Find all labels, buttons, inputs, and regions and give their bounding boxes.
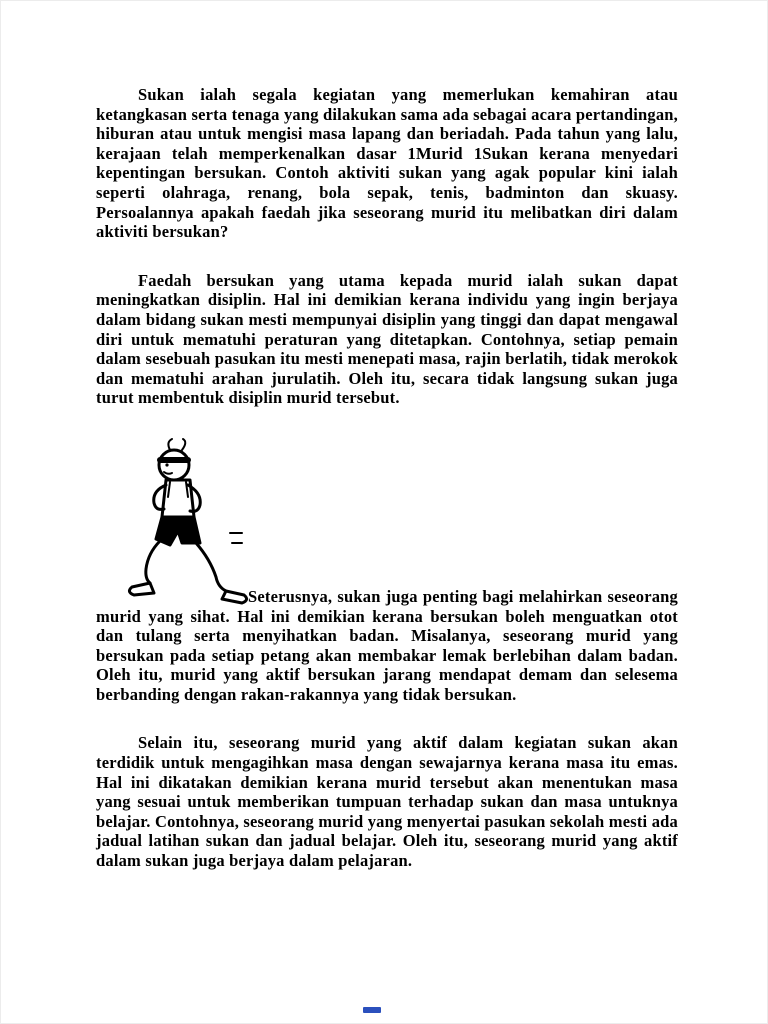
paragraph-time-management: Selain itu, seseorang murid yang aktif dalam kegiatan sukan akan terdidik untuk mengagihkan masa dengan sewajarnya kerana masa itu emas. Hal ini dikatakan demikian kerana murid tersebut akan menentukan masa yang sesuai untuk memberikan tumpuan terhadap sukan dan masa untuknya belajar. Contohnya, seseorang murid yang menyertai pasukan sekolah mesti ada jadual latihan sukan dan jadual belajar. Oleh itu, seseorang murid yang aktif dalam sukan juga berjaya dalam pelajaran. (96, 733, 678, 871)
footer-mark (363, 1007, 381, 1013)
paragraph-intro: Sukan ialah segala kegiatan yang memerlukan kemahiran atau ketangkasan serta tenaga yang dilakukan sama ada sebagai acara pertandingan, hiburan atau untuk mengisi masa lapang dan beriadah. Pada tahun yang lalu, kerajaan telah memperkenalkan dasar 1Murid 1Sukan kerana menyedari kepentingan bersukan. Contoh aktiviti sukan yang agak popular kini ialah seperti olahraga, renang, bola sepak, tenis, badminton dan skuasy. Persoalannya apakah faedah jika seseorang murid itu melibatkan diri dalam aktiviti bersukan? (96, 85, 678, 242)
paragraph-discipline: Faedah bersukan yang utama kepada murid ialah sukan dapat meningkatkan disiplin. Hal ini demikian kerana individu yang ingin berjaya dalam bidang sukan mesti mempunyai disiplin yang tinggi dan dapat mengawal diri untuk mematuhi peraturan yang ditetapkan. Contohnya, setiap pemain dalam sesebuah pasukan itu mesti menepati masa, rajin berlatih, tidak merokok dan mematuhi arahan jurulatih. Oleh itu, secara tidak langsung sukan juga turut membentuk disiplin murid tersebut. (96, 270, 678, 408)
paragraph-health: Seterusnya, sukan juga penting bagi melahirkan seseorang murid yang sihat. Hal ini demikian kerana bersukan boleh menguatkan otot dan tulang serta menyihatkan badan. Misalanya, seseorang murid yang bersukan pada setiap petang akan membakar lemak berlebihan dalam badan. Oleh itu, murid yang aktif bersukan jarang mendapat demam dan selesema berbanding dengan rakan-rakannya yang tidak bersukan. (96, 586, 678, 704)
essay-body (96, 85, 678, 900)
